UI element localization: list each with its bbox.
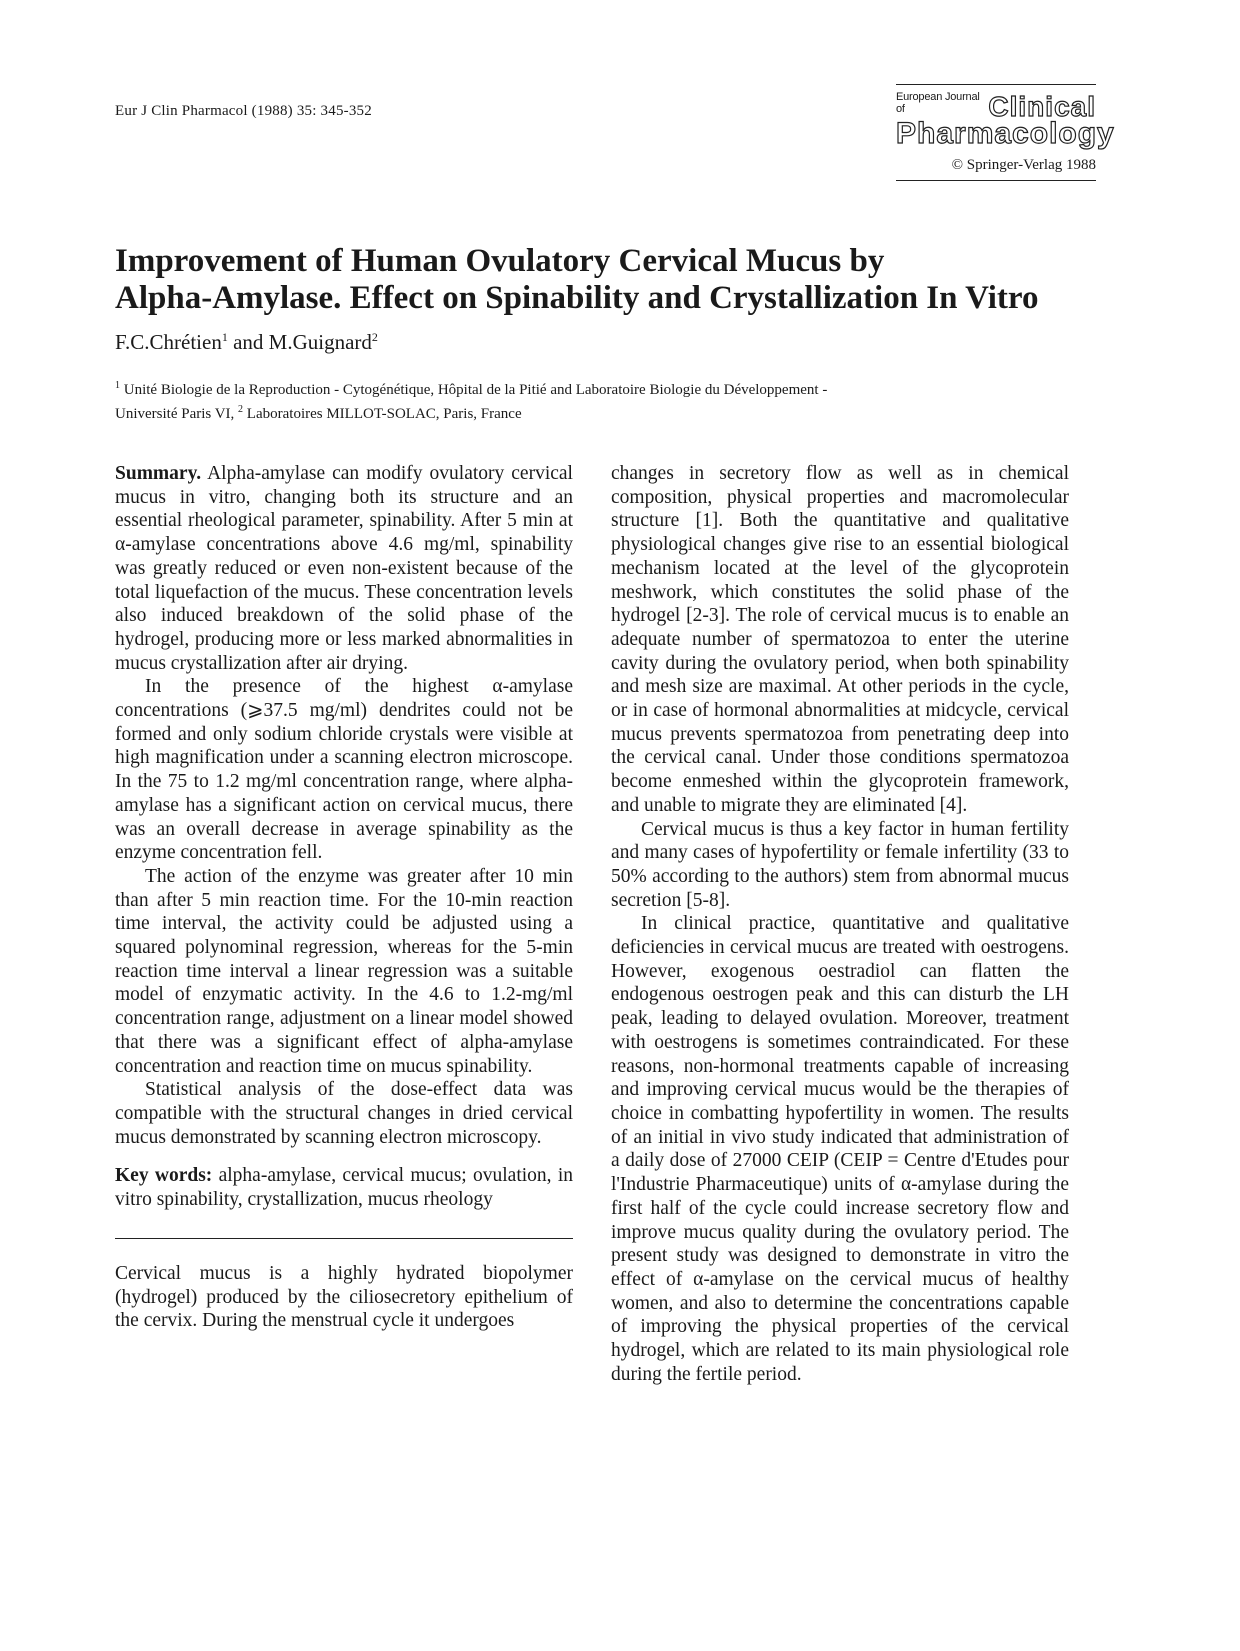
journal-logo-rule	[896, 180, 1096, 181]
article-title-line-2: Alpha-Amylase. Effect on Spinability and Crystallization In Vitro	[115, 280, 1039, 316]
author-affiliation-marker: 2	[371, 330, 378, 344]
journal-logo-word-pharmacology: Pharmacology	[896, 117, 1115, 150]
left-column	[115, 462, 573, 1333]
author-list	[115, 330, 378, 355]
affiliations	[115, 376, 1115, 424]
body-paragraph: In clinical practice, quantitative and qualitative deficiencies in cervical mucus are treated with oestrogens. However, exogenous oestradiol can flatten the endogenous oestrogen peak and this can disturb the LH peak, leading to delayed ovulation. Moreover, treatment with oestrogens is sometimes contraindicated. For these reasons, non-hormonal treatments capable of increasing and improving cervical mucus would be the therapies of choice in combatting hypofertility in women. The results of an initial in vivo study indicated that administration of a daily dose of 27000 CEIP (CEIP = Centre d'Etudes pour l'Industrie Pharmaceutique) units of α-amylase during the first half of the cycle could increase secretory flow and improve mucus quality during the ovulatory period. The present study was designed to demonstrate in vitro the effect of α-amylase on the cervical mucus of healthy women, and also to determine the concentrations capable of improving the physical properties of the cervical hydrogel, which are related to its main physiological role during the fertile period.	[611, 913, 1069, 1385]
summary-paragraph	[115, 462, 573, 675]
affiliation-2: Laboratoires MILLOT-SOLAC, Paris, France	[246, 406, 522, 422]
journal-logo-prefix: European Journal of	[896, 91, 980, 115]
summary-paragraph: In the presence of the highest α-amylase concentrations (⩾37.5 mg/ml) dendrites could not be formed and only sodium chloride crystals were visible at high magnification under a scanning electron microscope. In the 75 to 1.2 mg/ml concentration range, where alpha-amylase has a significant action on cervical mucus, there was an overall decrease in average spinability as the enzyme concentration fell.	[115, 676, 573, 864]
keywords	[115, 1164, 573, 1211]
affiliation-marker: 2	[238, 404, 244, 415]
body-paragraph: Cervical mucus is a highly hydrated biopolymer (hydrogel) produced by the ciliosecretory epithelium of the cervix. During the menstrual cycle it undergoes	[115, 1262, 573, 1332]
author-name: F.C.Chrétien	[115, 330, 222, 354]
author-name: M.Guignard	[268, 330, 372, 354]
summary-label: Summary.	[115, 463, 202, 484]
body-paragraph: Cervical mucus is thus a key factor in human fertility and many cases of hypofertility or female infertility (33 to 50% according to the authors) stem from abnormal mucus secretion [5-8].	[611, 818, 1069, 911]
section-divider	[115, 1238, 573, 1239]
summary-text: Alpha-amylase can modify ovulatory cervical mucus in vitro, changing both its structure and an essential rheological parameter, spinability. After 5 min at α-amylase concentrations above 4.6 mg/ml, spinability was greatly reduced or even non-existent because of the total liquefaction of the mucus. These concentration levels also induced breakdown of the solid phase of the hydrogel, producing more or less marked abnormalities in mucus crystallization after air drying.	[115, 463, 573, 674]
right-column	[611, 462, 1069, 1386]
body-paragraph: changes in secretory flow as well as in chemical composition, physical properties and macromolecular structure [1]. Both the quantitative and qualitative physiological changes give rise to an essential biological mechanism located at the level of the glycoprotein meshwork, which constitutes the solid phase of the hydrogel [2-3]. The role of cervical mucus is to enable an adequate number of spermatozoa to enter the uterine cavity during the ovulatory period, when both spinability and mesh size are maximal. At other periods in the cycle, or in case of hormonal abnormalities at midcycle, cervical mucus prevents spermatozoa from penetrating deep into the cervical canal. Under those conditions spermatozoa become enmeshed within the glycoprotein framework, and unable to migrate they are eliminated [4].	[611, 463, 1069, 816]
affiliation-marker: 1	[115, 380, 120, 391]
author-affiliation-marker: 1	[221, 330, 228, 344]
summary-paragraph: Statistical analysis of the dose-effect data was compatible with the structural changes in dried cervical mucus demonstrated by scanning electron microscopy.	[115, 1079, 573, 1148]
affiliation-1: Unité Biologie de la Reproduction - Cytogénétique, Hôpital de la Pitié and Laboratoire Biologie du Développement -	[123, 382, 828, 398]
journal-citation: Eur J Clin Pharmacol (1988) 35: 345-352	[115, 103, 372, 119]
journal-logo-word-clinical: Clinical	[988, 91, 1096, 122]
keywords-text: alpha-amylase, cervical mucus; ovulation, in vitro spinability, crystallization, mucus rheology	[115, 1165, 573, 1211]
keywords-label: Key words:	[115, 1165, 213, 1187]
author-separator: and	[227, 330, 269, 354]
journal-logo	[896, 84, 1115, 181]
article-title-line-1: Improvement of Human Ovulatory Cervical Mucus by	[115, 243, 885, 279]
affiliation-1-continued: Université Paris VI,	[115, 406, 235, 422]
copyright-notice: © Springer-Verlag 1988	[951, 157, 1096, 173]
article-title	[115, 243, 1115, 317]
summary-paragraph: The action of the enzyme was greater after 10 min than after 5 min reaction time. For the 10-min reaction time interval, the activity could be adjusted using a squared polynominal regression, whereas for the 5-min reaction time interval a linear regression was a suitable model of enzymatic activity. In the 4.6 to 1.2-mg/ml concentration range, adjustment on a linear model showed that there was a significant effect of alpha-amylase concentration and reaction time on mucus spinability.	[115, 865, 573, 1077]
